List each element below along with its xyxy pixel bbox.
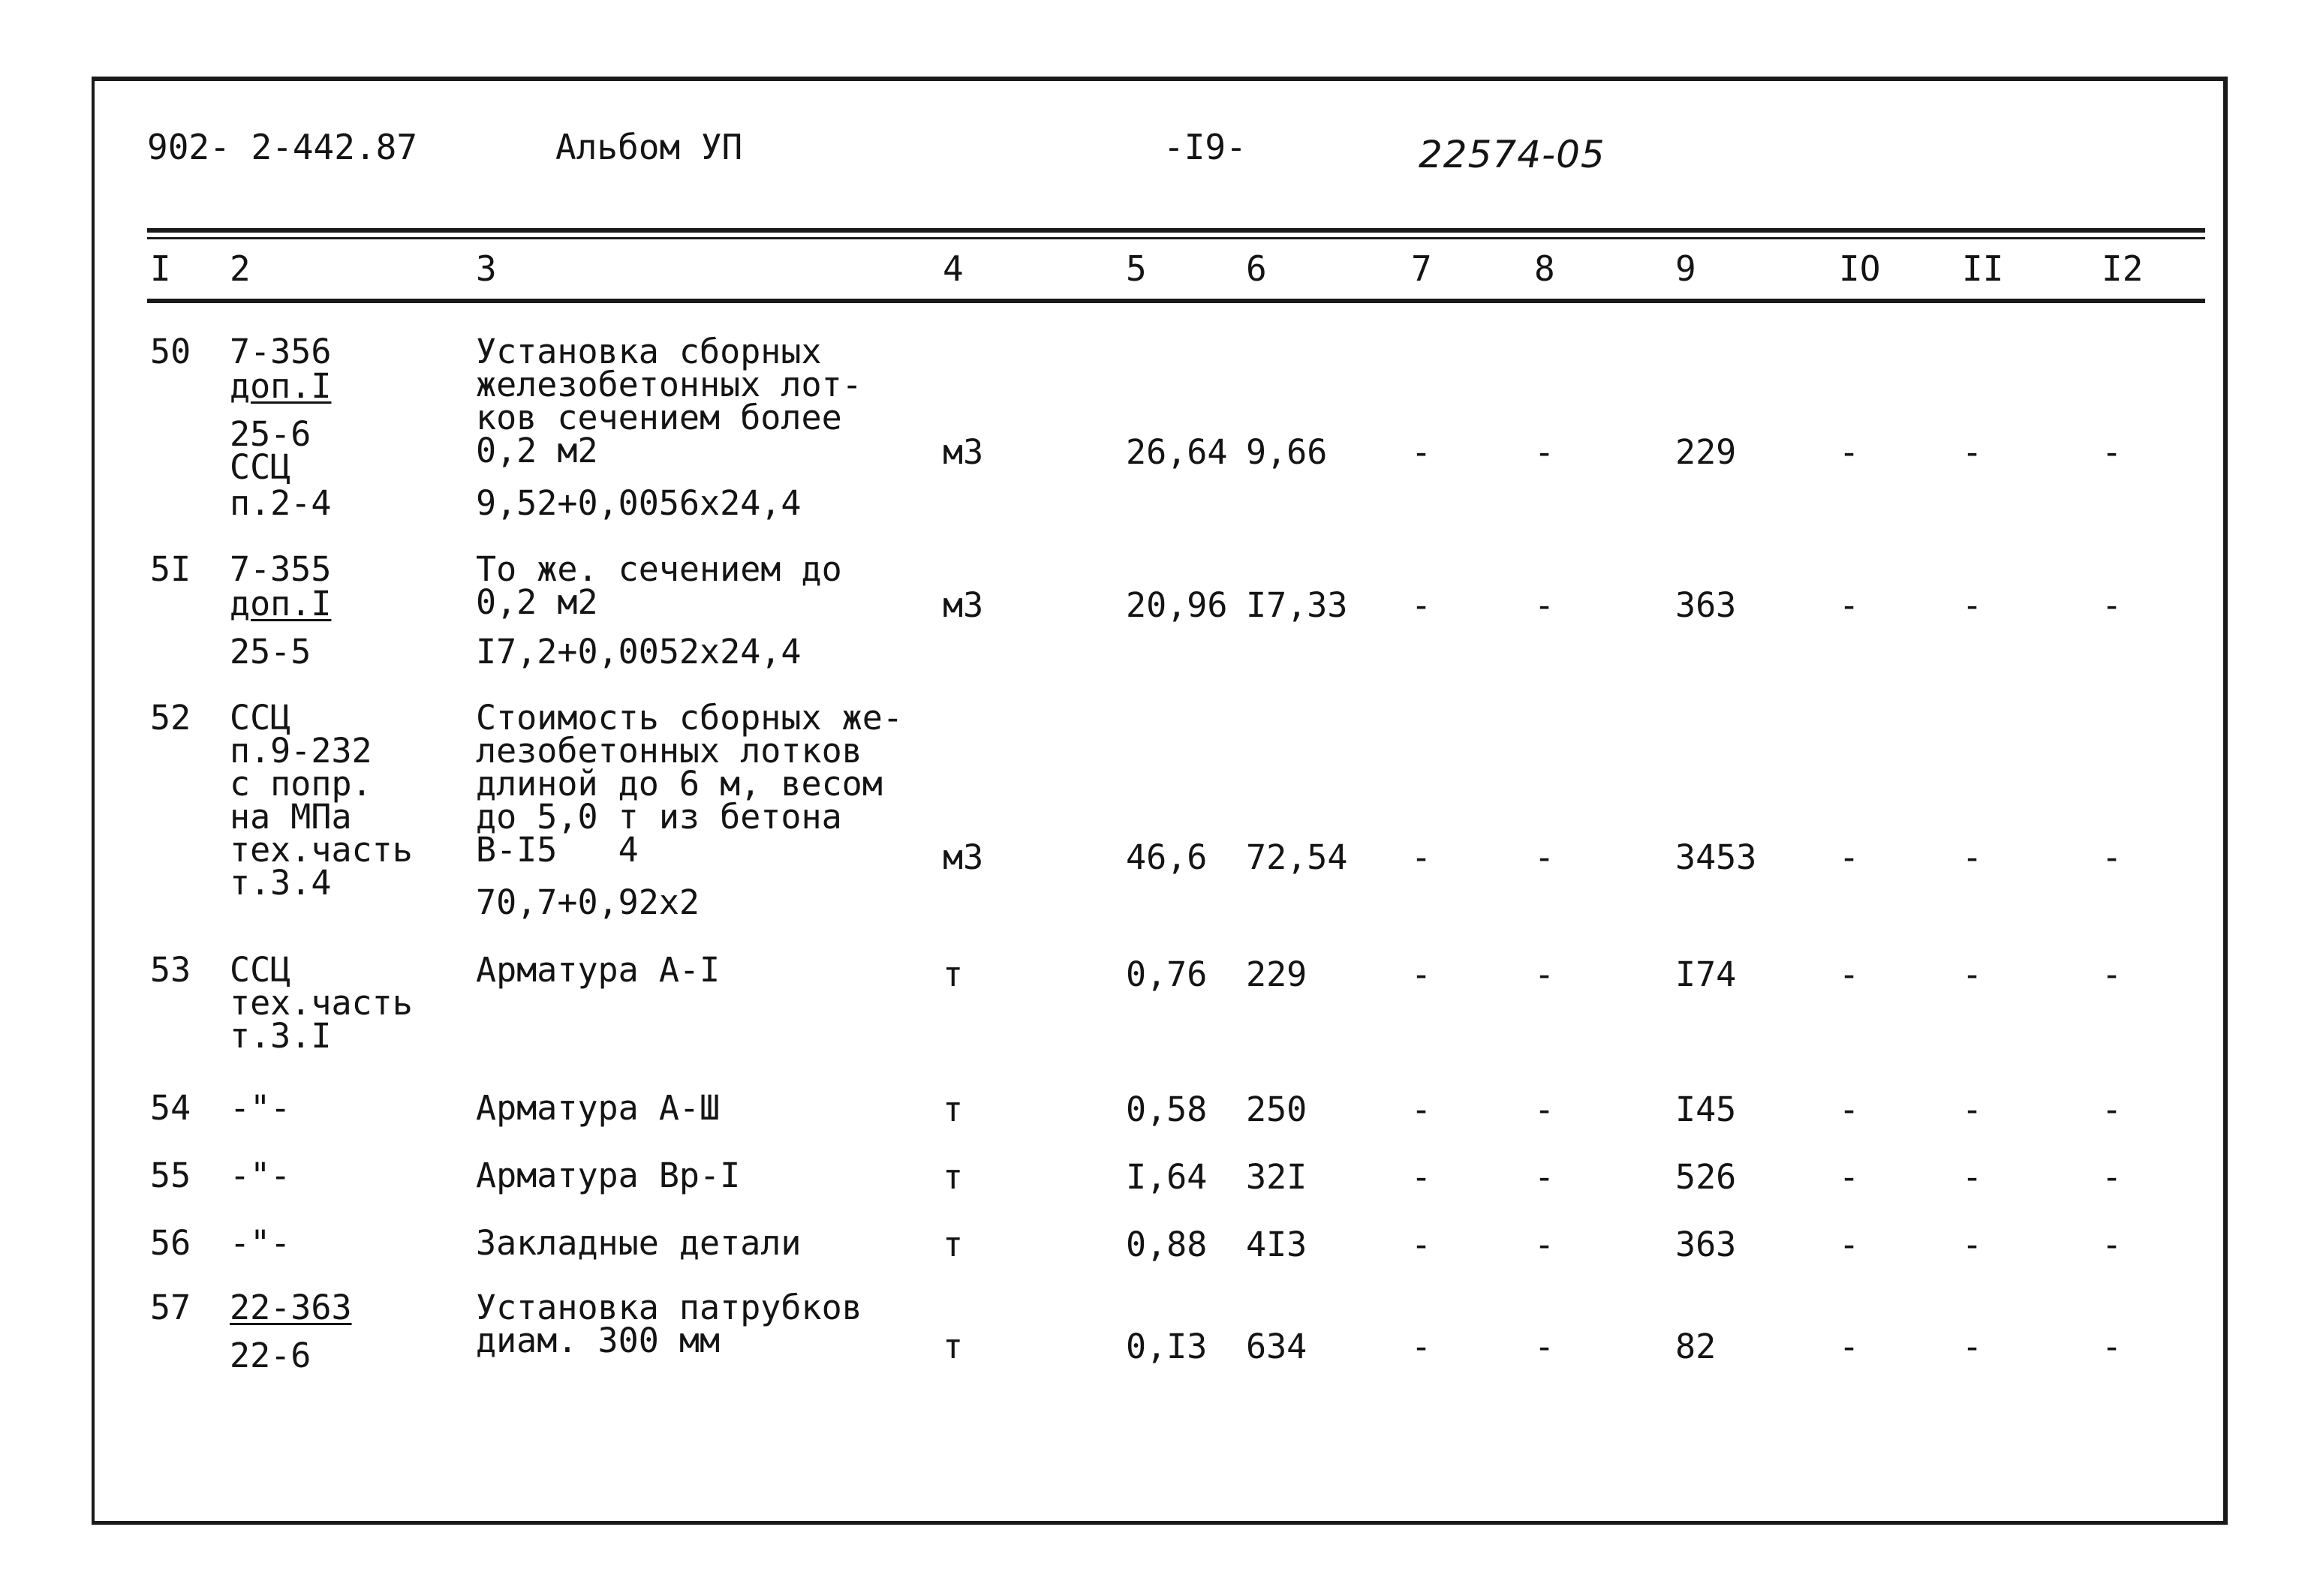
column-number-11: II: [1962, 248, 2004, 289]
row-number: 5I: [150, 549, 191, 589]
ref-line: тех.часть: [230, 983, 413, 1023]
row-number: 52: [150, 698, 191, 738]
total: 82: [1675, 1327, 1717, 1366]
row-number: 55: [150, 1156, 191, 1195]
header-rule: [147, 228, 2205, 233]
cell-col10: -: [1839, 1090, 1860, 1129]
description-line: диам. 300 мм: [476, 1321, 721, 1360]
description-line: лезобетонных лотков: [476, 731, 862, 771]
cell-col8: -: [1534, 1157, 1555, 1197]
cell-col7: -: [1411, 1157, 1432, 1197]
description-line: 0,2 м2: [476, 582, 598, 622]
cell-col12: -: [2102, 1090, 2123, 1129]
ref-line: на МПа: [230, 797, 352, 837]
unit: м3: [943, 585, 984, 625]
cell-col8: -: [1534, 432, 1555, 472]
album-label: Альбом УП: [555, 127, 743, 167]
cell-col12: -: [2102, 1225, 2123, 1264]
column-numbers-rule: [147, 299, 2205, 303]
unit: т: [943, 1090, 964, 1129]
unit-price: 9,66: [1246, 432, 1328, 472]
cell-col12: -: [2102, 1157, 2123, 1197]
cell-col10: -: [1839, 1327, 1860, 1366]
ref-line: 7-356: [230, 332, 332, 371]
quantity: 46,6: [1126, 837, 1208, 877]
unit-price: 250: [1246, 1090, 1307, 1129]
ref-line: 22-6: [230, 1336, 311, 1375]
ref-line: доп.I: [230, 366, 332, 406]
description-line: Закладные детали: [476, 1223, 802, 1263]
ref-line: 22-363: [230, 1288, 352, 1327]
column-number-4: 4: [943, 248, 964, 289]
description-line: до 5,0 т из бетона: [476, 797, 842, 837]
unit-price: 4I3: [1246, 1225, 1307, 1264]
description-line: Установка патрубков: [476, 1288, 862, 1327]
page-number: -I9-: [1163, 127, 1247, 167]
column-number-1: I: [150, 248, 171, 289]
quantity: 0,I3: [1126, 1327, 1208, 1366]
ref-line: ССЦ: [230, 950, 291, 990]
description-line: Стоимость сборных же-: [476, 698, 903, 738]
ref-line: -"-: [230, 1088, 291, 1128]
unit: т: [943, 1157, 964, 1197]
cell-col8: -: [1534, 1225, 1555, 1264]
ref-line: тех.часть: [230, 830, 413, 870]
cell-col11: -: [1962, 954, 1983, 994]
cell-col12: -: [2102, 432, 2123, 472]
quantity: 0,76: [1126, 954, 1208, 994]
column-number-8: 8: [1534, 248, 1555, 289]
description-line: длиной до 6 м, весом: [476, 764, 883, 804]
ref-line: -"-: [230, 1223, 291, 1263]
description-line: Установка сборных: [476, 332, 822, 371]
cell-col11: -: [1962, 432, 1983, 472]
total: I45: [1675, 1090, 1737, 1129]
cell-col7: -: [1411, 585, 1432, 625]
cell-col7: -: [1411, 1327, 1432, 1366]
unit: т: [943, 1327, 964, 1366]
description-line: 0,2 м2: [476, 431, 598, 470]
description-line: Арматура Вр-I: [476, 1156, 741, 1195]
header-rule-thin: [147, 237, 2205, 239]
description-line: ков сечением более: [476, 398, 842, 437]
unit-price: 634: [1246, 1327, 1307, 1366]
cell-col10: -: [1839, 1157, 1860, 1197]
ref-line: п.9-232: [230, 731, 372, 771]
ref-line: п.2-4: [230, 483, 332, 523]
cell-col11: -: [1962, 1157, 1983, 1197]
description-line: То же. сечением до: [476, 549, 842, 589]
calculation: 9,52+0,0056х24,4: [476, 483, 802, 523]
unit: т: [943, 954, 964, 994]
cell-col12: -: [2102, 1327, 2123, 1366]
quantity: 26,64: [1126, 432, 1228, 472]
cell-col11: -: [1962, 837, 1983, 877]
unit: т: [943, 1225, 964, 1264]
row-number: 50: [150, 332, 191, 371]
cell-col7: -: [1411, 432, 1432, 472]
column-number-12: I2: [2102, 248, 2144, 289]
ref-line: с попр.: [230, 764, 372, 804]
column-number-2: 2: [230, 248, 251, 289]
column-number-10: IO: [1839, 248, 1881, 289]
total: I74: [1675, 954, 1737, 994]
column-number-9: 9: [1675, 248, 1696, 289]
page-frame: [92, 77, 2228, 1525]
cell-col11: -: [1962, 585, 1983, 625]
total: 3453: [1675, 837, 1757, 877]
unit-price: I7,33: [1246, 585, 1348, 625]
cell-col7: -: [1411, 837, 1432, 877]
cell-col8: -: [1534, 954, 1555, 994]
cell-col12: -: [2102, 954, 2123, 994]
cell-col8: -: [1534, 1327, 1555, 1366]
unit-price: 32I: [1246, 1157, 1307, 1197]
unit: м3: [943, 432, 984, 472]
calculation: I7,2+0,0052х24,4: [476, 632, 802, 672]
row-number: 54: [150, 1088, 191, 1128]
description-line: В-I5 4: [476, 830, 639, 870]
cell-col11: -: [1962, 1225, 1983, 1264]
document-code: 902- 2-442.87: [147, 127, 418, 167]
cell-col7: -: [1411, 1090, 1432, 1129]
cell-col8: -: [1534, 585, 1555, 625]
cell-col12: -: [2102, 585, 2123, 625]
description-line: Арматура А-I: [476, 950, 721, 990]
quantity: I,64: [1126, 1157, 1208, 1197]
cell-col10: -: [1839, 837, 1860, 877]
column-number-5: 5: [1126, 248, 1147, 289]
total: 363: [1675, 1225, 1737, 1264]
quantity: 20,96: [1126, 585, 1228, 625]
unit-price: 229: [1246, 954, 1307, 994]
cell-col12: -: [2102, 837, 2123, 877]
cell-col7: -: [1411, 1225, 1432, 1264]
description-line: Арматура А-Ш: [476, 1088, 721, 1128]
total: 229: [1675, 432, 1737, 472]
ref-line: 7-355: [230, 549, 332, 589]
ref-line: 25-5: [230, 632, 311, 672]
ref-line: ССЦ: [230, 447, 291, 487]
description-line: железобетонных лот-: [476, 365, 862, 404]
total: 363: [1675, 585, 1737, 625]
ref-line: доп.I: [230, 584, 332, 624]
ref-line: т.3.4: [230, 863, 332, 903]
column-number-6: 6: [1246, 248, 1267, 289]
column-number-7: 7: [1411, 248, 1432, 289]
quantity: 0,58: [1126, 1090, 1208, 1129]
cell-col8: -: [1534, 1090, 1555, 1129]
ref-line: ССЦ: [230, 698, 291, 738]
handwritten-number: 22574-05: [1419, 133, 1605, 176]
row-number: 53: [150, 950, 191, 990]
cell-col7: -: [1411, 954, 1432, 994]
cell-col10: -: [1839, 432, 1860, 472]
ref-line: т.3.I: [230, 1016, 332, 1056]
column-number-3: 3: [476, 248, 497, 289]
cell-col11: -: [1962, 1090, 1983, 1129]
cell-col11: -: [1962, 1327, 1983, 1366]
ref-line: 25-6: [230, 414, 311, 454]
row-number: 57: [150, 1288, 191, 1327]
unit-price: 72,54: [1246, 837, 1348, 877]
cell-col10: -: [1839, 1225, 1860, 1264]
row-number: 56: [150, 1223, 191, 1263]
cell-col8: -: [1534, 837, 1555, 877]
total: 526: [1675, 1157, 1737, 1197]
quantity: 0,88: [1126, 1225, 1208, 1264]
cell-col10: -: [1839, 954, 1860, 994]
ref-line: -"-: [230, 1156, 291, 1195]
calculation: 70,7+0,92х2: [476, 882, 700, 922]
cell-col10: -: [1839, 585, 1860, 625]
unit: м3: [943, 837, 984, 877]
